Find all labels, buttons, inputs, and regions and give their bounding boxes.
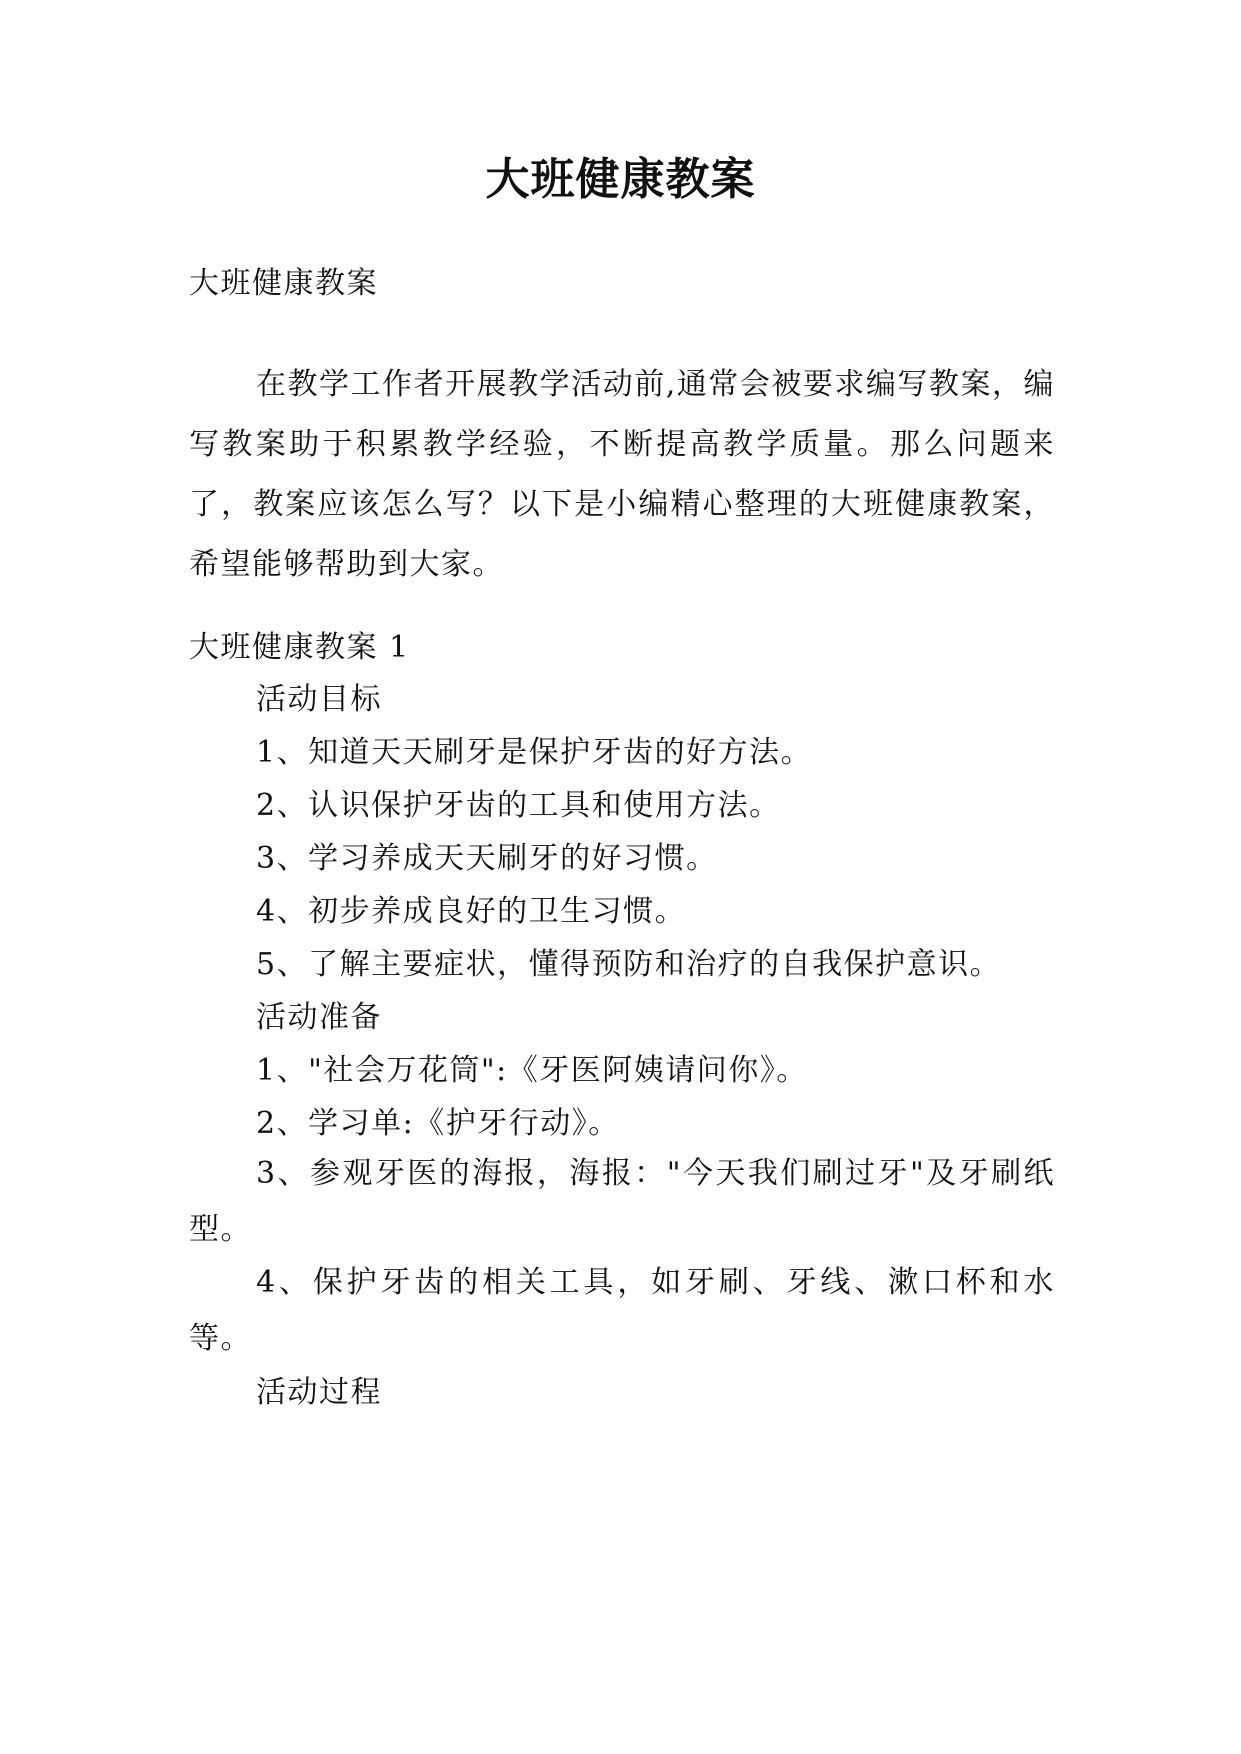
- intro-paragraph: 在教学工作者开展教学活动前,通常会被要求编写教案，编写教案助于积累教学经验，不断提高教学质量。那么问题来了，教案应该怎么写？以下是小编精心整理的大班健康教案，希望能够帮助到大家。: [189, 367, 1055, 582]
- goal-item: 3、学习养成天天刷牙的好习惯。: [256, 841, 718, 876]
- goal-item: 5、了解主要症状，懂得预防和治疗的自我保护意识。: [256, 947, 1002, 982]
- goal-item: 1、知道天天刷牙是保护牙齿的好方法。: [256, 735, 813, 770]
- goal-item: 2、认识保护牙齿的工具和使用方法。: [256, 788, 781, 823]
- prep-item: 4、保护牙齿的相关工具，如牙刷、牙线、漱口杯和水等。: [189, 1265, 1055, 1356]
- document-subtitle: 大班健康教案: [189, 266, 378, 301]
- prep-item: 2、学习单:《护牙行动》。: [256, 1106, 620, 1141]
- prep-item: 3、参观牙医的海报，海报："今天我们刷过牙"及牙刷纸型。: [189, 1156, 1055, 1247]
- goal-item: 4、初步养成良好的卫生习惯。: [256, 894, 687, 929]
- section-heading: 大班健康教案 1: [189, 630, 410, 665]
- document-title: 大班健康教案: [485, 154, 756, 205]
- prep-heading: 活动准备: [256, 1000, 382, 1035]
- prep-item: 1、"社会万花筒":《牙医阿姨请问你》。: [256, 1053, 808, 1088]
- process-heading: 活动过程: [256, 1375, 382, 1410]
- goals-heading: 活动目标: [256, 682, 382, 717]
